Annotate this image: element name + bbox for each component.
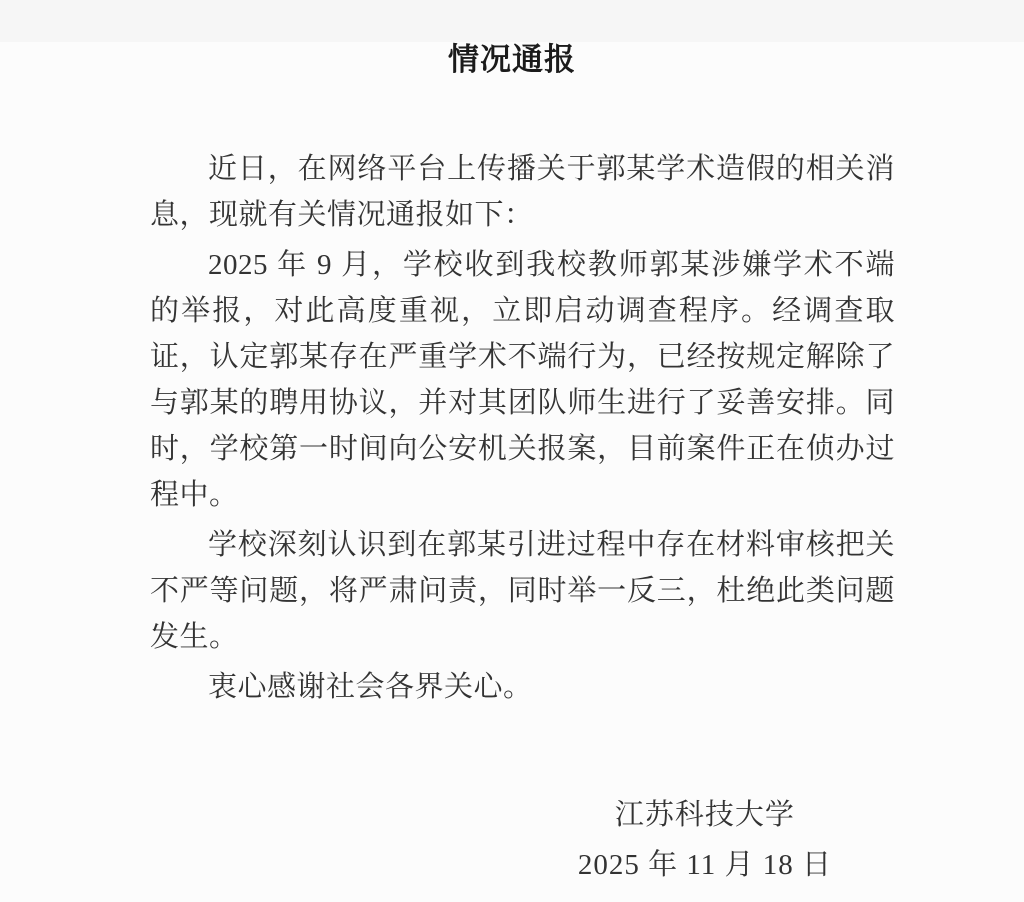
signature-block	[578, 790, 832, 890]
paragraph-accountability: 学校深刻认识到在郭某引进过程中存在材料审核把关不严等问题，将严肃问责，同时举一反三，杜绝此类问题发生。	[150, 529, 895, 653]
notice-document	[0, 42, 1024, 902]
document-body	[150, 146, 895, 710]
paragraph-thanks: 衷心感谢社会各界关心。	[208, 671, 533, 703]
document-title: 情况通报	[448, 42, 576, 77]
paragraph-investigation: 2025 年 9 月，学校收到我校教师郭某涉嫌学术不端的举报，对此高度重视，立即启动调查程序。经调查取证，认定郭某存在严重学术不端行为，已经按规定解除了与郭某的聘用协议，并对其团队师生进行了妥善安排。同时，学校第一时间向公安机关报案，目前案件正在侦办过程中。	[150, 249, 895, 511]
signature-date: 2025 年 11 月 18 日	[577, 849, 832, 881]
paragraph-intro: 近日，在网络平台上传播关于郭某学术造假的相关消息，现就有关情况通报如下：	[150, 153, 895, 231]
signature-organization: 江苏科技大学	[614, 799, 795, 831]
